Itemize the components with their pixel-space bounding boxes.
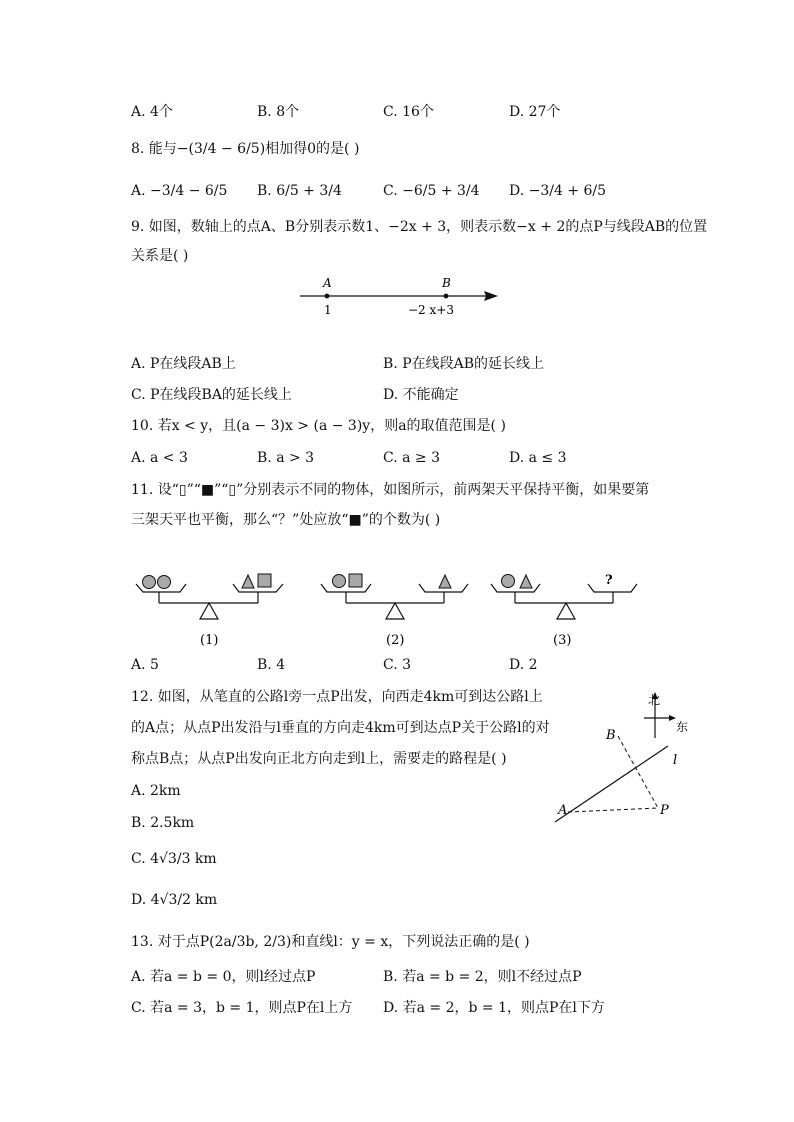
q13-stem: 13. 对于点P(2a/3b, 2/3)和直线l：y = x，下列说法正确的是( )	[131, 934, 530, 950]
balance-1-label: (1)	[200, 633, 219, 648]
point-b-dot	[444, 294, 449, 299]
balance-2-left-pan	[321, 584, 371, 592]
q10-option-c: C. a ≥ 3	[383, 450, 440, 466]
q12-road-figure	[548, 686, 698, 826]
road-l-label: l	[673, 753, 678, 768]
q12-option-a: A. 2km	[131, 783, 181, 799]
triangle-icon	[439, 575, 451, 588]
number-line-arrow	[484, 291, 498, 301]
east-label: 东	[676, 720, 689, 734]
q12-option-c: C. 4√3/3 km	[131, 851, 217, 867]
balance-3-left-pan	[491, 584, 540, 592]
circle-icon	[143, 576, 156, 589]
question-mark: ?	[605, 573, 613, 588]
q8-option-a: A. −3/4 − 6/5	[131, 183, 228, 199]
balance-3-label: (3)	[553, 633, 572, 648]
q9-option-d: D. 不能确定	[383, 387, 459, 403]
east-arrow-icon	[669, 715, 676, 721]
q13-option-c: C. 若a = 3，b = 1，则点P在l上方	[131, 1000, 353, 1016]
point-a-dot	[325, 294, 330, 299]
q8-stem: 8. 能与−(3/4 − 6/5)相加得0的是( )	[131, 141, 360, 157]
circle-icon	[502, 575, 515, 588]
balance-1-fulcrum	[200, 603, 218, 619]
road-line-l	[555, 746, 668, 822]
q7-option-d: D. 27个	[509, 104, 561, 120]
q11-balance-figure	[128, 562, 648, 652]
q11-option-b: B. 4	[257, 657, 286, 673]
point-a-label: A	[323, 276, 332, 290]
point-b-label: B	[606, 728, 616, 743]
q13-option-a: A. 若a = b = 0，则l经过点P	[131, 969, 316, 985]
q9-option-b: B. P在线段AB的延长线上	[383, 356, 545, 372]
q11-option-d: D. 2	[509, 657, 538, 673]
point-a-value: 1	[324, 303, 332, 317]
q9-stem-line2: 关系是( )	[131, 248, 189, 264]
q7-option-b: B. 8个	[257, 104, 300, 120]
circle-icon	[333, 575, 346, 588]
balance-3	[491, 573, 637, 648]
q11-stem-line1: 11. 设“▯”“■”“▯”分别表示不同的物体，如图所示，前两架天平保持平衡，如果要第	[131, 482, 650, 498]
q12-option-b: B. 2.5km	[131, 815, 195, 831]
q12-stem-line2: 的A点；从点P出发沿与l垂直的方向走4km可到达点P关于公路l的对	[131, 720, 550, 736]
point-b-value: −2 x+3	[408, 303, 454, 317]
north-label: 北	[648, 693, 661, 707]
q10-stem: 10. 若x < y，且(a − 3)x > (a − 3)y，则a的取值范围是( )	[131, 418, 506, 434]
q12-stem-line3: 称点B点；从点P出发向正北方向走到l上，需要走的路程是( )	[131, 751, 507, 767]
q7-option-a: A. 4个	[131, 104, 173, 120]
q13-option-b: B. 若a = b = 2，则l不经过点P	[383, 969, 582, 985]
square-icon	[349, 574, 362, 587]
segment-bp	[618, 736, 658, 808]
q9-option-c: C. P在线段BA的延长线上	[131, 387, 292, 403]
q10-option-d: D. a ≤ 3	[509, 450, 567, 466]
segment-ap	[568, 808, 658, 812]
balance-2-label: (2)	[386, 633, 405, 648]
square-icon	[258, 574, 271, 587]
q7-option-c: C. 16个	[383, 104, 434, 120]
q10-option-a: A. a < 3	[131, 450, 188, 466]
q12-stem-line1: 12. 如图，从笔直的公路l旁一点P出发，向西走4km可到达公路l上	[131, 689, 543, 705]
q9-option-a: A. P在线段AB上	[131, 356, 236, 372]
balance-2-fulcrum	[386, 603, 404, 619]
triangle-icon	[242, 575, 254, 588]
balance-2	[321, 574, 468, 648]
point-a-label: A	[558, 803, 568, 818]
q8-option-c: C. −6/5 + 3/4	[383, 183, 480, 199]
q11-stem-line2: 三架天平也平衡，那么“？”处应放“■”的个数为( )	[131, 512, 441, 528]
circle-icon	[158, 576, 171, 589]
q9-number-line-figure	[295, 272, 505, 322]
q10-option-b: B. a > 3	[257, 450, 315, 466]
point-p-label: P	[660, 803, 669, 818]
q8-option-d: D. −3/4 + 6/5	[509, 183, 607, 199]
balance-1	[136, 574, 283, 648]
q9-stem-line1: 9. 如图，数轴上的点A、B分别表示数1、−2x + 3，则表示数−x + 2的点P与线段AB的位置	[131, 219, 708, 235]
balance-3-fulcrum	[557, 603, 575, 619]
point-b-label: B	[442, 276, 451, 290]
q11-option-a: A. 5	[131, 657, 159, 673]
q13-option-d: D. 若a = 2，b = 1，则点P在l下方	[383, 1000, 605, 1016]
q8-option-b: B. 6/5 + 3/4	[257, 183, 342, 199]
triangle-icon	[520, 575, 532, 588]
q11-option-c: C. 3	[383, 657, 412, 673]
q12-option-d: D. 4√3/2 km	[131, 892, 218, 908]
